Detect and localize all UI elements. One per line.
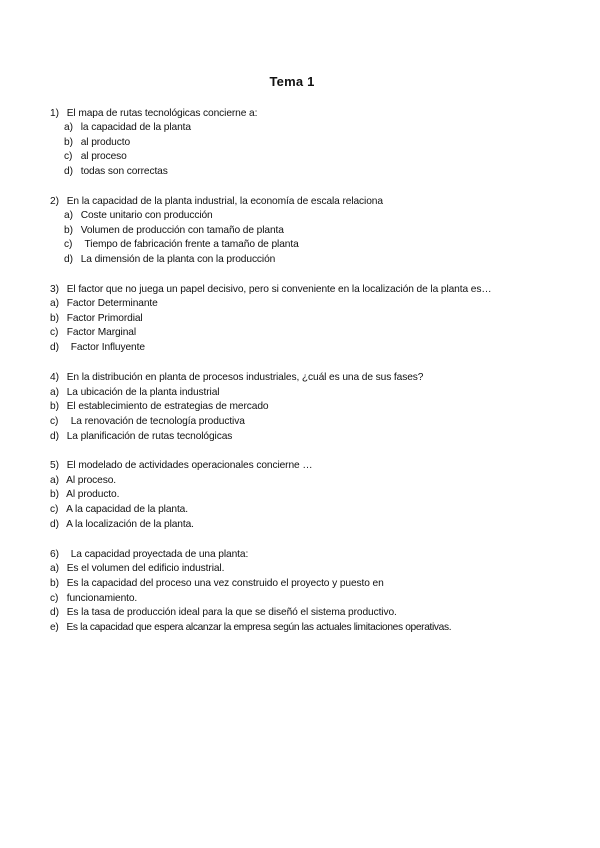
question-stem bbox=[50, 459, 312, 473]
option-text: Coste unitario con producción bbox=[80, 210, 213, 221]
option-line bbox=[64, 121, 191, 135]
option-line bbox=[64, 150, 127, 164]
option-letter: c) bbox=[50, 593, 59, 604]
option-line bbox=[50, 326, 136, 340]
option-text: al producto bbox=[80, 137, 131, 148]
option-letter: d) bbox=[50, 607, 59, 618]
option-text: Factor Influyente bbox=[70, 342, 145, 353]
option-letter: d) bbox=[50, 342, 59, 353]
page-title: Tema 1 bbox=[269, 74, 315, 89]
question-number: 2) bbox=[50, 196, 59, 207]
option-text: Es la capacidad del proceso una vez construido el proyecto y puesto en bbox=[66, 578, 384, 589]
option-text: Tiempo de fabricación frente a tamaño de planta bbox=[84, 239, 299, 250]
option-text: A la capacidad de la planta. bbox=[66, 504, 188, 515]
option-letter: b) bbox=[50, 489, 59, 500]
option-text: El establecimiento de estrategias de mercado bbox=[66, 401, 269, 412]
option-line bbox=[64, 253, 275, 267]
option-line bbox=[50, 341, 145, 355]
option-letter: c) bbox=[64, 151, 73, 162]
option-text: Factor Marginal bbox=[66, 327, 137, 338]
option-line bbox=[50, 312, 143, 326]
option-line bbox=[50, 577, 384, 591]
option-letter: c) bbox=[50, 327, 59, 338]
option-line bbox=[50, 592, 137, 606]
question-stem bbox=[50, 195, 383, 209]
question-stem bbox=[50, 107, 257, 121]
option-line bbox=[50, 400, 268, 414]
question-text: En la capacidad de la planta industrial, la economía de escala relaciona bbox=[66, 196, 383, 207]
option-line bbox=[50, 562, 224, 576]
option-text: funcionamiento. bbox=[66, 593, 138, 604]
option-line bbox=[50, 415, 245, 429]
question-text: En la distribución en planta de procesos industriales, ¿cuál es una de sus fases? bbox=[66, 372, 424, 383]
option-text: La renovación de tecnología productiva bbox=[70, 416, 245, 427]
question-number: 5) bbox=[50, 460, 59, 471]
option-letter: d) bbox=[50, 519, 59, 530]
option-line bbox=[50, 621, 451, 635]
option-letter: b) bbox=[50, 401, 59, 412]
option-text: la capacidad de la planta bbox=[80, 122, 191, 133]
option-line bbox=[50, 297, 158, 311]
question-number: 6) bbox=[50, 549, 59, 560]
option-letter: c) bbox=[64, 239, 73, 250]
question-stem bbox=[50, 283, 491, 297]
option-line bbox=[64, 224, 284, 238]
option-text: La ubicación de la planta industrial bbox=[66, 387, 220, 398]
option-line bbox=[64, 136, 130, 150]
question-text: El factor que no juega un papel decisivo, pero si conveniente en la localización de la planta es… bbox=[66, 284, 492, 295]
option-letter: c) bbox=[50, 504, 59, 515]
option-letter: a) bbox=[64, 122, 73, 133]
option-text: Es el volumen del edificio industrial. bbox=[66, 563, 225, 574]
option-letter: c) bbox=[50, 416, 59, 427]
option-line bbox=[64, 238, 299, 252]
option-line bbox=[50, 474, 116, 488]
option-line bbox=[50, 488, 119, 502]
option-text: Factor Determinante bbox=[66, 298, 158, 309]
option-letter: b) bbox=[50, 578, 59, 589]
option-text: Es la capacidad que espera alcanzar la empresa según las actuales limitaciones operativas. bbox=[66, 622, 452, 633]
option-text: Factor Primordial bbox=[66, 313, 143, 324]
option-line bbox=[50, 606, 397, 620]
question-text: El modelado de actividades operacionales concierne … bbox=[66, 460, 313, 471]
option-letter: a) bbox=[50, 475, 59, 486]
option-letter: d) bbox=[64, 254, 73, 265]
option-letter: e) bbox=[50, 622, 59, 633]
option-text: Al producto. bbox=[66, 489, 120, 500]
option-text: Al proceso. bbox=[66, 475, 117, 486]
option-letter: d) bbox=[64, 166, 73, 177]
option-line bbox=[50, 386, 219, 400]
option-line bbox=[64, 209, 213, 223]
option-text: A la localización de la planta. bbox=[66, 519, 194, 530]
question-stem bbox=[50, 548, 248, 562]
option-text: La planificación de rutas tecnológicas bbox=[66, 431, 233, 442]
question-text: El mapa de rutas tecnológicas concierne a: bbox=[66, 108, 258, 119]
option-letter: b) bbox=[64, 137, 73, 148]
option-line bbox=[50, 430, 232, 444]
option-text: todas son correctas bbox=[80, 166, 168, 177]
option-letter: a) bbox=[50, 298, 59, 309]
option-letter: a) bbox=[50, 387, 59, 398]
option-text: La dimensión de la planta con la producción bbox=[80, 254, 276, 265]
question-text: La capacidad proyectada de una planta: bbox=[70, 549, 249, 560]
question-number: 1) bbox=[50, 108, 59, 119]
option-text: Es la tasa de producción ideal para la que se diseñó el sistema productivo. bbox=[66, 607, 397, 618]
option-line bbox=[64, 165, 168, 179]
option-letter: b) bbox=[64, 225, 73, 236]
option-letter: b) bbox=[50, 313, 59, 324]
option-text: al proceso bbox=[80, 151, 127, 162]
option-line bbox=[50, 503, 188, 517]
option-letter: a) bbox=[64, 210, 73, 221]
question-number: 4) bbox=[50, 372, 59, 383]
question-number: 3) bbox=[50, 284, 59, 295]
option-text: Volumen de producción con tamaño de planta bbox=[80, 225, 284, 236]
option-line bbox=[50, 518, 194, 532]
option-letter: d) bbox=[50, 431, 59, 442]
option-letter: a) bbox=[50, 563, 59, 574]
question-stem bbox=[50, 371, 423, 385]
